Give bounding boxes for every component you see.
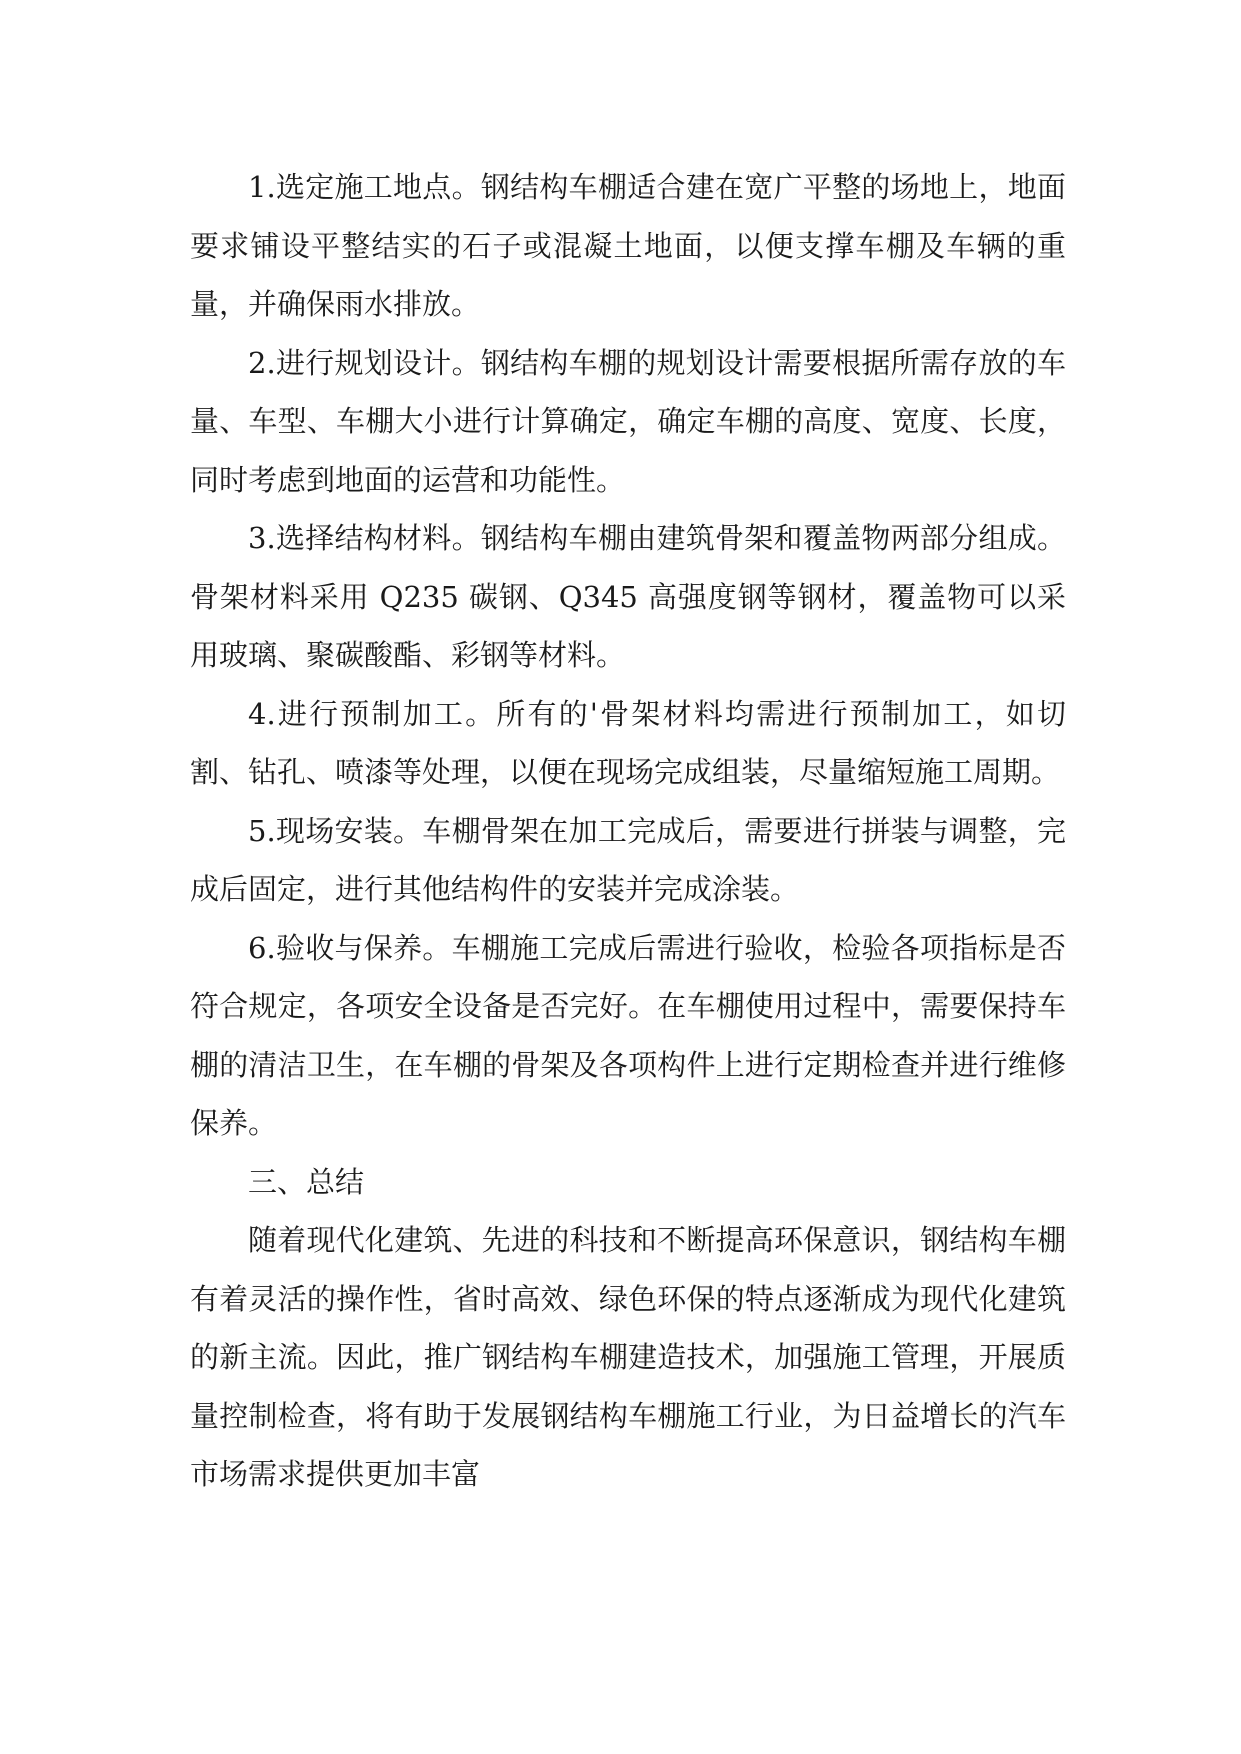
paragraph-step-5: 5.现场安装。车棚骨架在加工完成后，需要进行拼装与调整，完成后固定，进行其他结构件的安装并完成涂装。 <box>190 813 1066 906</box>
document-body <box>190 158 1066 1504</box>
paragraph-summary: 随着现代化建筑、先进的科技和不断提高环保意识，钢结构车棚有着灵活的操作性，省时高效、绿色环保的特点逐渐成为现代化建筑的新主流。因此，推广钢结构车棚建造技术，加强施工管理，开展质量控制检查，将有助于发展钢结构车棚施工行业，为日益增长的汽车市场需求提供更加丰富 <box>190 1223 1066 1491</box>
section-heading-summary: 三、总结 <box>248 1164 365 1199</box>
paragraph-step-4: 4.进行预制加工。所有的'骨架材料均需进行预制加工，如切割、钻孔、喷漆等处理，以便在现场完成组装，尽量缩短施工周期。 <box>190 696 1066 789</box>
paragraph-step-6: 6.验收与保养。车棚施工完成后需进行验收，检验各项指标是否符合规定，各项安全设备是否完好。在车棚使用过程中，需要保持车棚的清洁卫生，在车棚的骨架及各项构件上进行定期检查并进行维修保养。 <box>190 930 1066 1140</box>
paragraph-step-3: 3.选择结构材料。钢结构车棚由建筑骨架和覆盖物两部分组成。骨架材料采用 Q235 碳钢、Q345 高强度钢等钢材，覆盖物可以采用玻璃、聚碳酸酯、彩钢等材料。 <box>190 521 1066 672</box>
paragraph-step-2: 2.进行规划设计。钢结构车棚的规划设计需要根据所需存放的车量、车型、车棚大小进行计算确定，确定车棚的高度、宽度、长度，同时考虑到地面的运营和功能性。 <box>190 345 1066 497</box>
paragraph-step-1: 1.选定施工地点。钢结构车棚适合建在宽广平整的场地上，地面要求铺设平整结实的石子或混凝土地面，以便支撑车棚及车辆的重量，并确保雨水排放。 <box>190 170 1066 321</box>
